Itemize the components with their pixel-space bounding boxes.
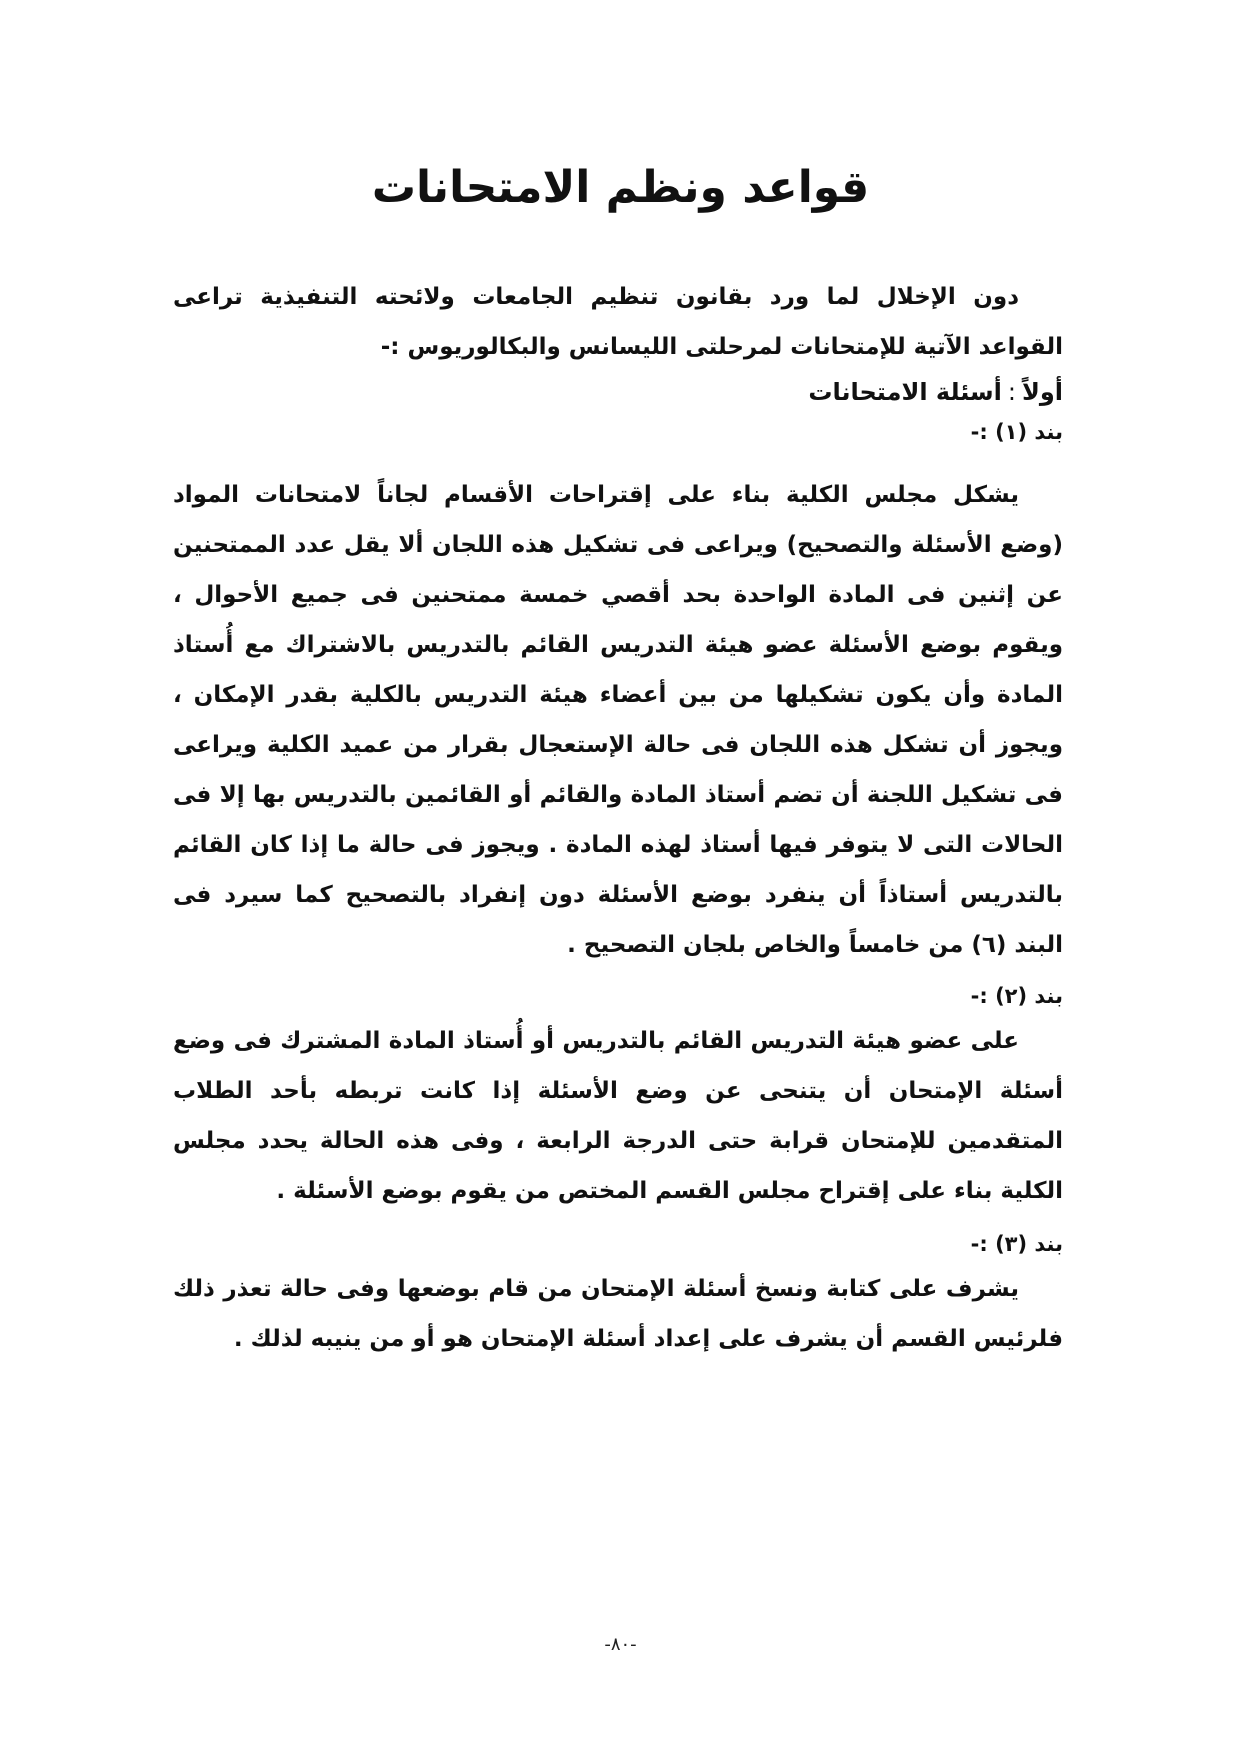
- clause-3-paragraph: [173, 1264, 1063, 1364]
- clause-2-paragraph: [173, 1016, 1063, 1216]
- section-separator: :: [1007, 378, 1016, 406]
- clause-1-paragraph: [173, 470, 1063, 970]
- intro-text: دون الإخلال لما ورد بقانون تنظيم الجامعات ولائحته التنفيذية تراعى القواعد الآتية للإمتحانات لمرحلتى الليسانس والبكالوريوس :-: [173, 284, 1063, 360]
- section-heading: [173, 372, 1063, 412]
- clause-3-label: بند (٣) :-: [970, 1232, 1063, 1256]
- page-title: قواعد ونظم الامتحانات: [371, 162, 870, 213]
- clause-1-text: يشكل مجلس الكلية بناء على إقتراحات الأقسام لجاناً لامتحانات المواد (وضع الأسئلة والتصحيح) ويراعى فى تشكيل هذه اللجان ألا يقل عدد الممتحنين عن إثنين فى المادة الواحدة بحد أقصي خمسة ممتحنين فى جميع الأحوال ، ويقوم بوضع الأسئلة عضو هيئة التدريس القائم بالتدريس بالاشتراك مع أُستاذ المادة وأن يكون تشكيلها من بين أعضاء هيئة التدريس بالكلية بقدر الإمكان ، ويجوز أن تشكل هذه اللجان فى حالة الإستعجال بقرار من عميد الكلية ويراعى فى تشكيل اللجنة أن تضم أستاذ المادة والقائم أو القائمين بالتدريس بها إلا فى الحالات التى لا يتوفر فيها أستاذ لهذه المادة . ويجوز فى حالة ما إذا كان القائم بالتدريس أستاذاً أن ينفرد بوضع الأسئلة دون إنفراد بالتصحيح كما سيرد فى البند (٦) من خامساً والخاص بلجان التصحيح .: [173, 482, 1063, 958]
- section-title: أسئلة الامتحانات: [808, 378, 1002, 406]
- clause-1-label: بند (١) :-: [970, 420, 1063, 444]
- section-lead: أولاً: [1021, 378, 1063, 406]
- clause-2-text: على عضو هيئة التدريس القائم بالتدريس أو أُستاذ المادة المشترك فى وضع أسئلة الإمتحان أن يتنحى عن وضع الأسئلة إذا كانت تربطه بأحد الطلاب المتقدمين للإمتحان قرابة حتى الدرجة الرابعة ، وفى هذه الحالة يحدد مجلس الكلية بناء على إقتراح مجلس القسم المختص من يقوم بوضع الأسئلة .: [173, 1028, 1063, 1204]
- clause-2-label: بند (٢) :-: [970, 984, 1063, 1008]
- clause-3-text: يشرف على كتابة ونسخ أسئلة الإمتحان من قام بوضعها وفى حالة تعذر ذلك فلرئيس القسم أن يشرف على إعداد أسئلة الإمتحان هو أو من ينيبه لذلك .: [173, 1276, 1063, 1352]
- intro-paragraph: [173, 272, 1063, 372]
- page-number: -٨٠-: [604, 1634, 637, 1655]
- document-body: [173, 272, 1063, 1364]
